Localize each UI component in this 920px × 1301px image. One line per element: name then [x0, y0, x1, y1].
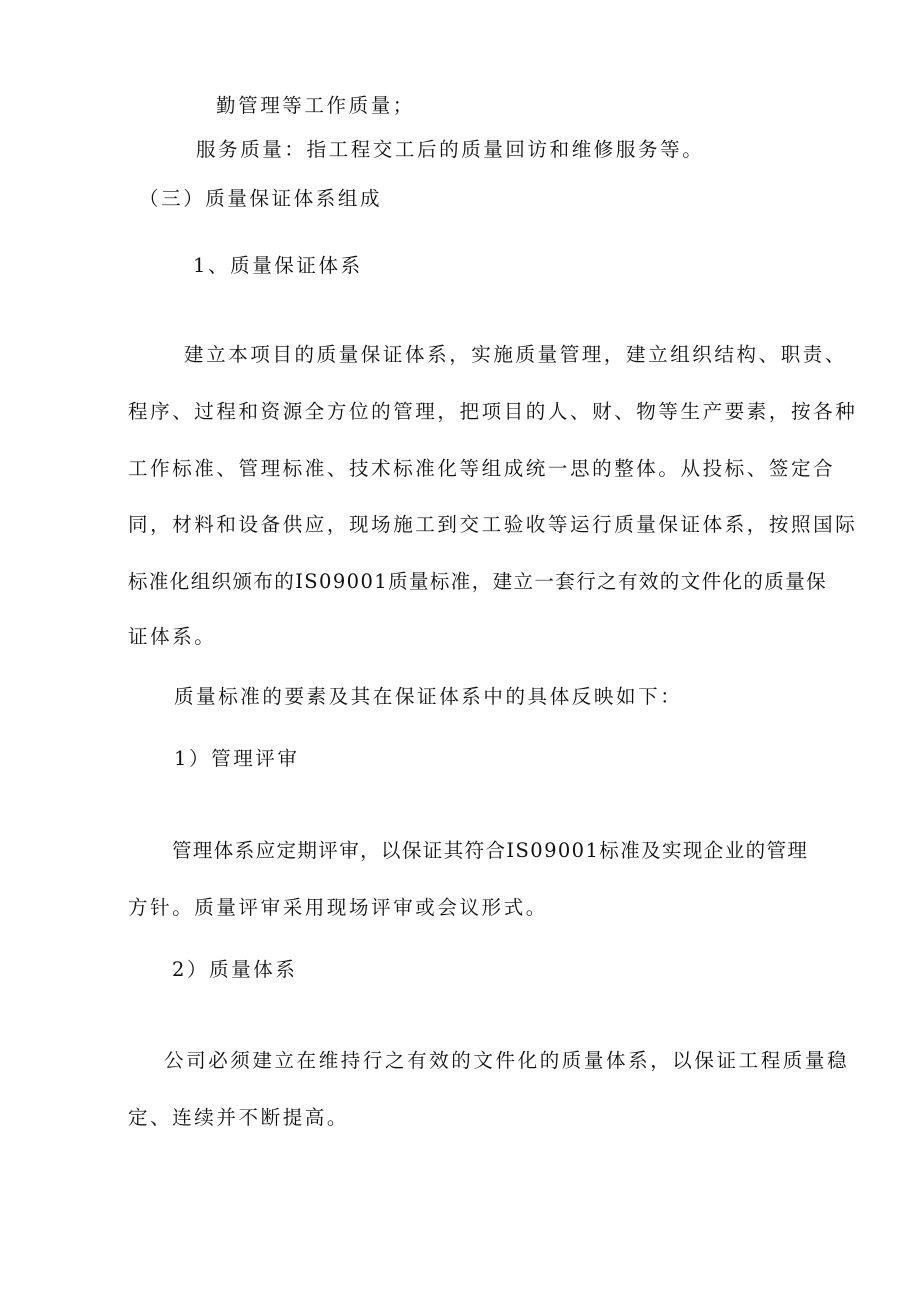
subsection-heading: 1、质量保证体系 — [193, 254, 363, 277]
paragraph-line: 质量标准的要素及其在保证体系中的具体反映如下： — [174, 685, 683, 708]
paragraph-line: 标准化组织颁布的IS09001质量标准，建立一套行之有效的文件化的质量保 — [128, 570, 827, 593]
subsection-heading: 1）管理评审 — [174, 747, 300, 770]
paragraph-line: 同，材料和设备供应，现场施工到交工验收等运行质量保证体系，按照国际 — [128, 513, 858, 536]
paragraph-line: 证体系。 — [128, 625, 217, 648]
subsection-heading: 2）质量体系 — [172, 958, 298, 981]
text-line: 勤管理等工作质量； — [216, 94, 415, 117]
paragraph-line: 公司必须建立在维持行之有效的文件化的质量体系，以保证工程质量稳 — [164, 1049, 850, 1072]
paragraph-line: 工作标准、管理标准、技术标准化等组成统一思的整体。从投标、签定合 — [128, 457, 836, 480]
section-heading: （三）质量保证体系组成 — [139, 187, 383, 210]
text-line: 服务质量：指工程交工后的质量回访和维修服务等。 — [196, 138, 705, 161]
paragraph-line: 定、连续并不断提高。 — [128, 1106, 350, 1129]
paragraph-line: 程序、过程和资源全方位的管理，把项目的人、财、物等生产要素，按各种 — [128, 400, 858, 423]
paragraph-line: 方针。质量评审采用现场评审或会议形式。 — [128, 896, 548, 919]
paragraph-line: 建立本项目的质量保证体系，实施质量管理，建立组织结构、职责、 — [184, 343, 848, 366]
paragraph-line: 管理体系应定期评审，以保证其符合IS09001标准及实现企业的管理 — [172, 839, 809, 862]
